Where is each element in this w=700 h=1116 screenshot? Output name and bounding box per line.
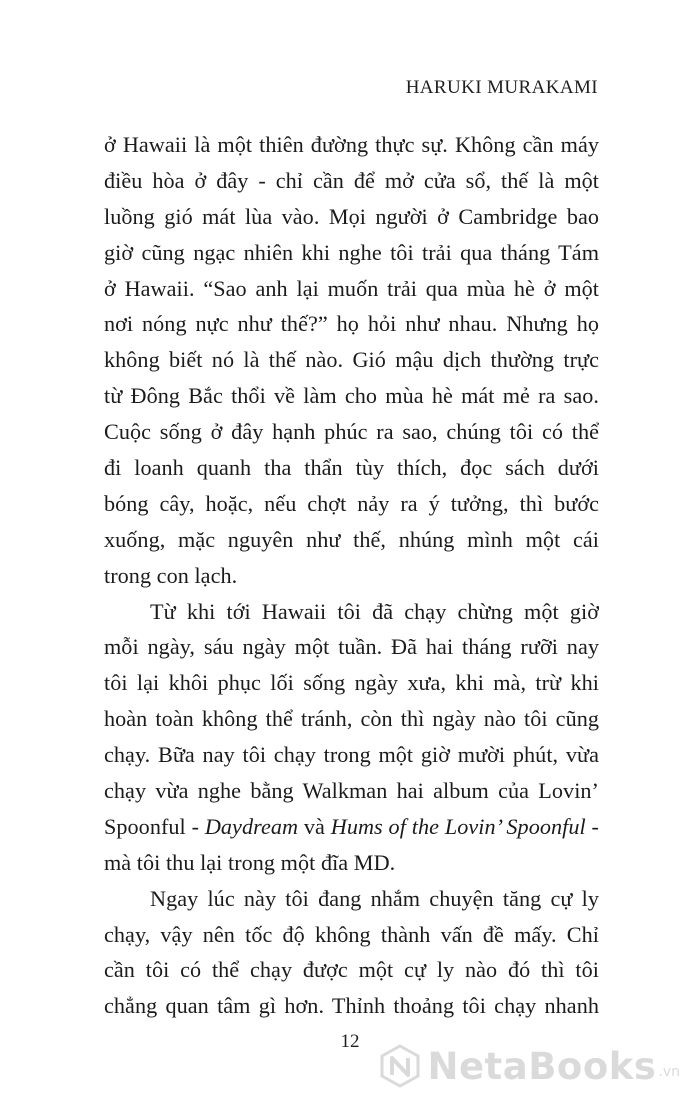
text-line-with-album-titles: [104, 809, 599, 845]
text-line: đi loanh quanh tha thẩn tùy thích, đọc sách dưới: [104, 455, 599, 481]
text-line: nơi nóng nực như thế?” họ hỏi như nhau. Nhưng họ: [104, 311, 599, 337]
body-text: [104, 127, 599, 1024]
text-line: ở Hawaii. “Sao anh lại muốn trải qua mùa hè ở một: [104, 275, 599, 301]
text-line: mỗi ngày, sáu ngày một tuần. Đã hai tháng rưỡi nay: [104, 634, 599, 660]
text-line: ở Hawaii là một thiên đường thực sự. Không cần máy: [104, 132, 599, 157]
text-line: chẳng quan tâm gì hơn. Thỉnh thoảng tôi chạy nhanh: [104, 993, 599, 1019]
paragraph-first-line: Ngay lúc này tôi đang nhắm chuyện tăng cự ly: [150, 885, 599, 911]
text-line: hoàn toàn không thể tránh, còn thì ngày nào tôi cũng: [104, 706, 599, 732]
text-line: cần tôi có thể chạy được một cự ly nào đó thì tôi: [104, 957, 599, 983]
text-line: Cuộc sống ở đây hạnh phúc ra sao, chúng tôi có thể: [104, 419, 599, 445]
paragraph-last-line: mà tôi thu lại trong một đĩa MD.: [104, 849, 396, 875]
text-line: chạy, vậy nên tốc độ không thành vấn đề mấy. Chỉ: [104, 921, 599, 947]
running-header-author: HARUKI MURAKAMI: [405, 77, 598, 98]
paragraph-last-line: trong con lạch.: [104, 562, 238, 588]
text-line: chạy. Bữa nay tôi chạy trong một giờ mười phút, vừa: [104, 742, 599, 768]
netabooks-logo-icon: [378, 1044, 422, 1088]
text-line: điều hòa ở đây - chỉ cần để mở cửa sổ, thế là một: [104, 167, 599, 193]
text-line: bóng cây, hoặc, nếu chợt nảy ra ý tưởng, thì bước: [104, 490, 599, 516]
text-line: xuống, mặc nguyên như thế, nhúng mình một cái: [104, 526, 599, 552]
watermark-brand: NetaBooks: [427, 1044, 657, 1088]
album-title-hums: Hums of the Lovin’ Spoonful: [330, 813, 586, 839]
line-text-before: Spoonful -: [104, 813, 205, 839]
text-line: tôi lại khôi phục lối sống ngày xưa, khi mà, trừ khi: [104, 670, 599, 696]
text-line: giờ cũng ngạc nhiên khi nghe tôi trải qua tháng Tám: [104, 239, 599, 265]
album-title-daydream: Daydream: [204, 813, 299, 839]
watermark-suffix: .vn: [658, 1064, 680, 1080]
page-number: 12: [340, 1031, 360, 1052]
netabooks-watermark: [378, 1044, 681, 1088]
paragraph-first-line: Từ khi tới Hawaii tôi đã chạy chừng một giờ: [150, 598, 599, 624]
line-text-after: -: [585, 813, 599, 839]
text-line: luồng gió mát lùa vào. Mọi người ở Cambridge bao: [104, 203, 599, 229]
text-line: chạy vừa nghe bằng Walkman hai album của Lovin’: [104, 778, 599, 804]
text-line: không biết nó là thế nào. Gió mậu dịch thường trực: [104, 347, 599, 373]
line-text-middle: và: [298, 813, 331, 839]
text-line: từ Đông Bắc thổi về làm cho mùa hè mát mẻ ra sao.: [104, 383, 599, 409]
